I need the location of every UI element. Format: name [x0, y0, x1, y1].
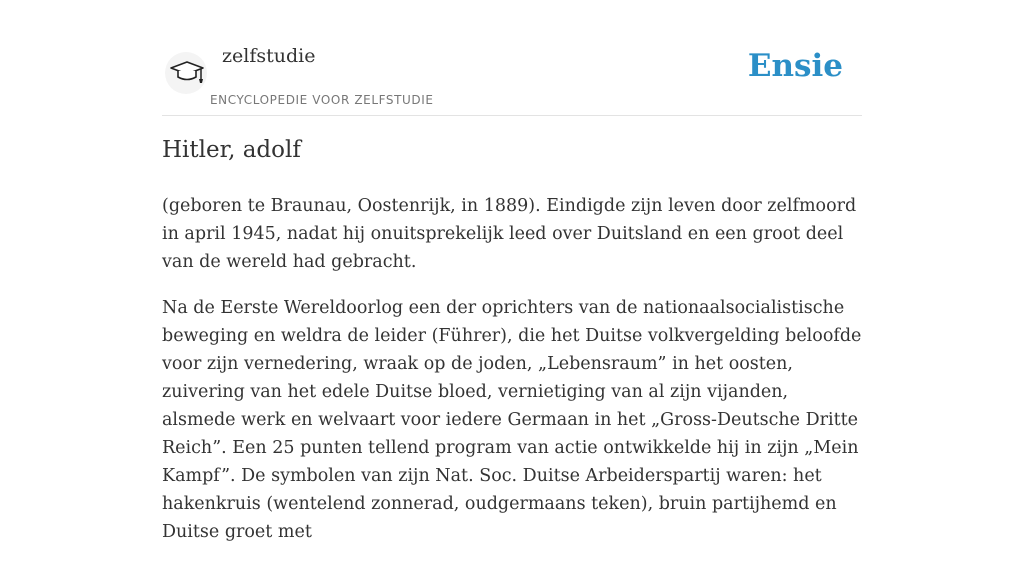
article-paragraph: Na de Eerste Wereldoorlog een der oprichters van de nationaalsocialistische beweging en weldra de leider (Führer), die het Duitse volkvergelding beloofde voor zijn vernedering, wraak op de joden, „Lebensraum” in het oosten, zuivering van het edele Duitse bloed, vernietiging van al zijn vijanden, alsmede werk en welvaart voor iedere Germaan in het „Gross-Deutsche Dritte Reich”. Een 25 punten tellend program van actie ontwikkelde hij in zijn „Mein Kampf”. De symbolen van zijn Nat. Soc. Duitse Arbeiderspartij waren: het hakenkruis (wentelend zonnerad, oudgermaans teken), bruin partijhemd en Duitse groet met	[162, 298, 862, 542]
site-header	[162, 40, 862, 116]
site-tagline: ENCYCLOPEDIE VOOR ZELFSTUDIE	[210, 93, 434, 107]
graduation-cap-icon[interactable]	[165, 52, 207, 94]
site-name[interactable]: zelfstudie	[222, 45, 316, 67]
brand-logo[interactable]: Ensie	[747, 48, 843, 84]
article-body	[162, 192, 862, 564]
article-paragraph: (geboren te Braunau, Oostenrijk, in 1889). Eindigde zijn leven door zelfmoord in april 1945, nadat hij onuitsprekelijk leed over Duitsland en een groot deel van de wereld had gebracht.	[162, 196, 857, 272]
page-title: Hitler, adolf	[162, 137, 301, 163]
